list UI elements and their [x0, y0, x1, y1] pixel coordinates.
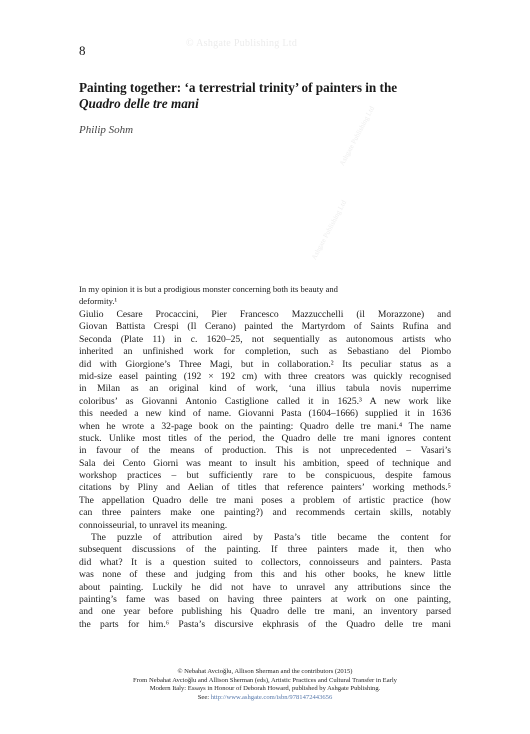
footer-see-label: See:: [197, 693, 210, 701]
chapter-title-line2: Quadro delle tre mani: [79, 96, 199, 111]
epigraph-line: In my opinion it is but a prodigious monster concerning both its beauty and: [79, 284, 338, 294]
body-line: painting’s fame was based on having three painters at work on one painting,: [79, 593, 451, 605]
body-line: Sala dei Cento Giorni was meant to insult his ambition, speed of technique and: [79, 457, 451, 469]
body-line: Giovan Battista Crespi (Il Cerano) painted the Martyrdom of Saints Rufina and: [79, 321, 451, 333]
body-line: stuck. Unlike most titles of the period, the Quadro delle tre mani ignores content: [79, 432, 451, 444]
body-text: [79, 309, 451, 631]
body-line: Giulio Cesare Procaccini, Pier Francesco Mazzucchelli (il Morazzone) and: [79, 309, 451, 320]
copyright-footer: [79, 668, 451, 702]
body-line: and one year before publishing his Quadro delle tre mani, an inventory parsed: [79, 606, 451, 618]
chapter-author: Philip Sohm: [79, 124, 134, 136]
body-line: Seconda (Plate 11) in c. 1620–25, not sequentially as autonomous artists who: [79, 333, 451, 345]
body-line: coloribus’ as Giovanni Antonio Castiglione called it in 1625.³ A new work like: [79, 395, 451, 407]
body-line: connoisseurial, to unravel its meaning.: [79, 519, 228, 531]
body-line: workshop practices – but sufficiently rare to be conspicuous, despite famous: [79, 470, 451, 482]
body-line: in Milan as an original kind of work, ‘una illius tabula novis nuperrime: [79, 383, 451, 395]
body-line: when he wrote a 32-page book on the painting: Quadro delle tre mani.⁴ The name: [79, 420, 451, 432]
chapter-title: [79, 80, 459, 112]
body-line: inherited an unfinished work for completion, such as Sebastiano del Piombo: [79, 346, 451, 358]
body-line: citations by Pliny and Aelian of titles that reference painters’ working methods.⁵: [79, 482, 451, 494]
footer-line: © Nebahat Avcioğlu, Allison Sherman and the contributors (2015): [177, 668, 353, 675]
body-line: this needed a new kind of name. Giovanni Pasta (1604–1666) supplied it in 1636: [79, 408, 451, 420]
body-line: was none of these and judging from this and his other books, he knew little: [79, 569, 451, 581]
body-line: the parts for him.⁶ Pasta’s discursive ekphrasis of the Quadro delle tre mani: [79, 618, 451, 630]
footer-url-link[interactable]: http://www.ashgate.com/isbn/9781472443656: [210, 693, 333, 701]
body-line: mid-size easel painting (192 × 192 cm) with three creators was quickly recognised: [79, 370, 451, 382]
body-line: did with Giorgione’s Three Magi, but in collaboration.² Its peculiar status as a: [79, 358, 451, 370]
watermark: © Ashgate Publishing Ltd: [186, 38, 298, 49]
footer-line: From Nebahat Avcioğlu and Allison Sherman (eds), Artistic Practices and Cultural Transfer in Early: [133, 676, 397, 684]
body-line: The appellation Quadro delle tre mani poses a problem of artistic practice (how: [79, 494, 451, 506]
body-line: can three painters make one painting?) and recommends certain skills, notably: [79, 507, 451, 519]
page-number: 8: [79, 43, 86, 58]
chapter-title-line1: Painting together: ‘a terrestrial trinity’ of painters in the: [79, 80, 398, 95]
epigraph: [79, 284, 451, 307]
footer-line: Modern Italy: Essays in Honour of Deborah Howard, published by Ashgate Publishing.: [149, 685, 381, 693]
epigraph-line: deformity.¹: [79, 295, 118, 306]
diagonal-watermark: Ashgate Publishing Ltd: [310, 198, 349, 262]
footer-see-line: [79, 694, 451, 703]
diagonal-watermark: Ashgate Publishing Ltd: [338, 104, 377, 168]
body-line: did what? It is a question suited to collectors, connoisseurs and painters. Pasta: [79, 556, 451, 568]
body-line: in favour of the means of production. This is not unprecedented – Vasari’s: [79, 445, 451, 457]
body-line: about painting. Luckily he did not have to unravel any attributions since the: [79, 581, 451, 593]
body-line: The puzzle of attribution aired by Pasta’s title became the content for: [91, 532, 451, 544]
body-line: subsequent discussions of the painting. If three painters made it, then who: [79, 544, 451, 556]
